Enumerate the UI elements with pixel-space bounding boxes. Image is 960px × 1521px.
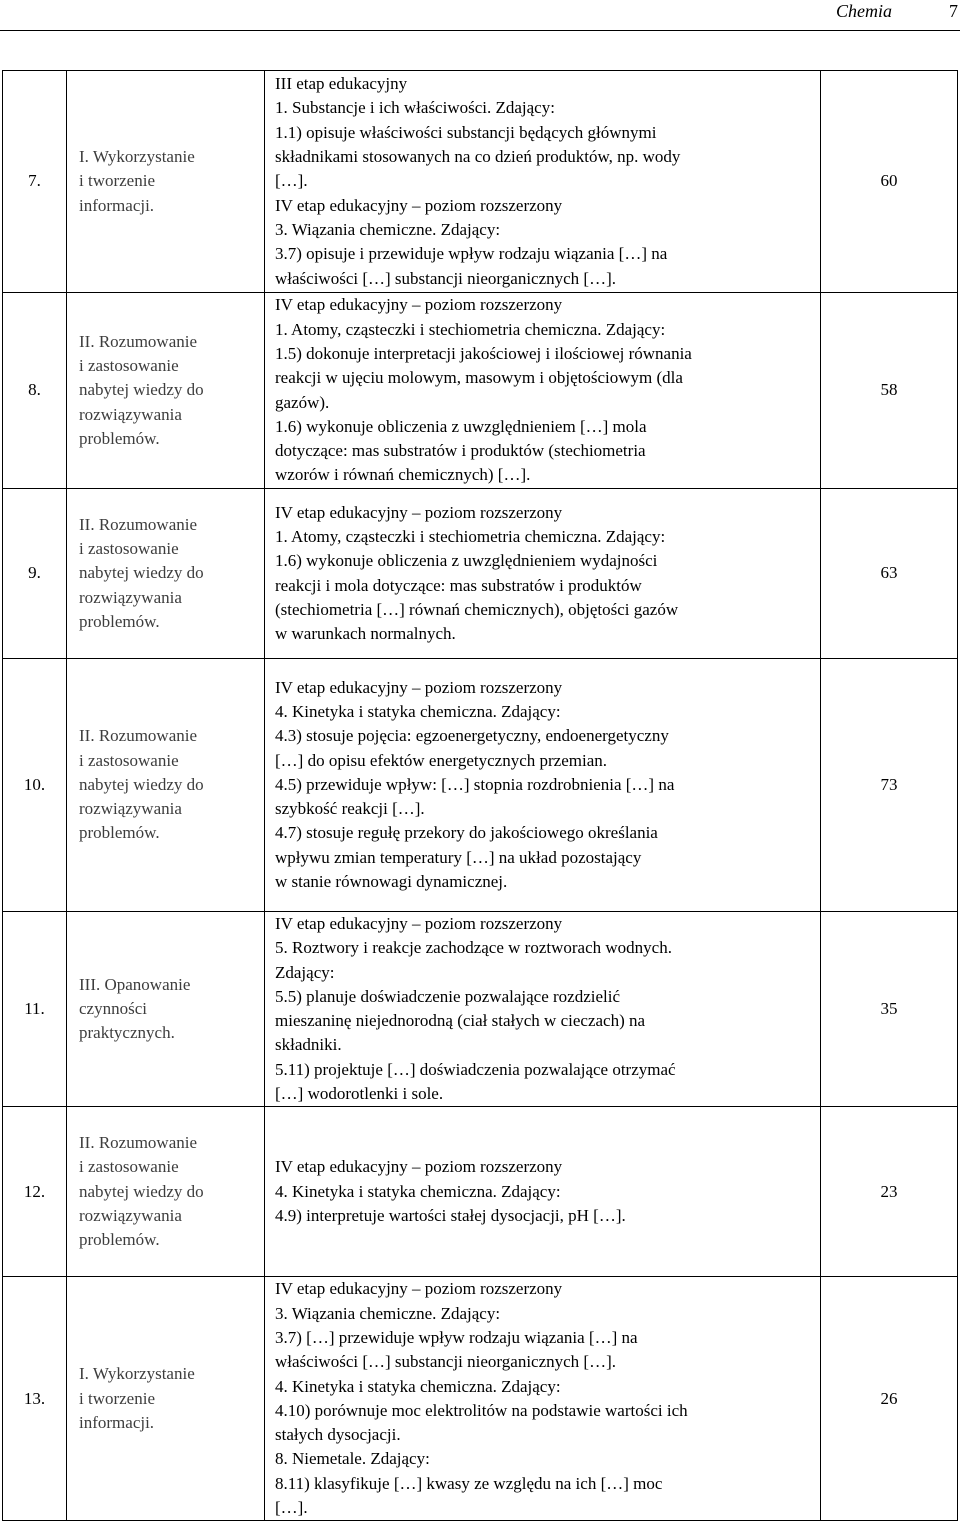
task-number: 9. <box>3 489 67 659</box>
area-line: I. Wykorzystanie <box>79 1364 195 1384</box>
solvability-percent: 63 <box>821 489 958 659</box>
running-header <box>0 0 960 28</box>
requirement-area <box>67 1107 265 1277</box>
detailed-requirements <box>265 71 821 293</box>
requirement-line: 3. Wiązania chemiczne. Zdający: <box>275 219 501 239</box>
solvability-percent: 58 <box>821 293 958 489</box>
requirement-line: gazów). <box>275 392 330 412</box>
detailed-requirements <box>265 1107 821 1277</box>
requirement-line: 4.9) interpretuje wartości stałej dysocjacji, pH […]. <box>275 1206 626 1226</box>
table-body <box>3 71 958 1521</box>
requirement-area <box>67 71 265 293</box>
requirement-line: reakcji i mola dotyczące: mas substratów i produktów <box>275 575 642 595</box>
area-line: nabytej wiedzy do <box>79 563 204 583</box>
requirement-line: Zdający: <box>275 962 335 982</box>
area-line: II. Rozumowanie <box>79 514 198 534</box>
area-line: problemów. <box>79 611 160 631</box>
area-line: praktycznych. <box>79 1023 175 1043</box>
requirement-line: IV etap edukacyjny – poziom rozszerzony <box>275 502 563 522</box>
requirement-line: 1. Atomy, cząsteczki i stechiometria chemiczna. Zdający: <box>275 319 666 339</box>
area-line: III. Opanowanie <box>79 974 191 994</box>
solvability-percent: 60 <box>821 71 958 293</box>
requirement-line: reakcji w ujęciu molowym, masowym i objętościowym (dla <box>275 368 683 388</box>
table-row <box>3 1277 958 1521</box>
requirement-line: III etap edukacyjny <box>275 74 408 94</box>
requirement-line: 1.6) wykonuje obliczenia z uwzględnieniem wydajności <box>275 551 658 571</box>
requirement-line: składnikami stosowanych na co dzień produktów, np. wody <box>275 147 681 167</box>
requirement-line: stałych dysocjacji. <box>275 1425 401 1445</box>
requirement-line: 5.5) planuje doświadczenie pozwalające rozdzielić <box>275 986 621 1006</box>
requirement-line: IV etap edukacyjny – poziom rozszerzony <box>275 295 563 315</box>
requirement-line: 4.10) porównuje moc elektrolitów na podstawie wartości ich <box>275 1400 688 1420</box>
area-line: i zastosowanie <box>79 1157 179 1177</box>
table-row <box>3 71 958 293</box>
area-line: rozwiązywania <box>79 1206 182 1226</box>
requirement-line: właściwości […] substancji nieorganicznych […]. <box>275 1352 617 1372</box>
area-line: problemów. <box>79 823 160 843</box>
task-number: 10. <box>3 659 67 912</box>
detailed-requirements <box>265 659 821 912</box>
requirement-line: 4. Kinetyka i statyka chemiczna. Zdający: <box>275 701 561 721</box>
requirement-line: IV etap edukacyjny – poziom rozszerzony <box>275 1279 563 1299</box>
requirement-line: 3. Wiązania chemiczne. Zdający: <box>275 1303 501 1323</box>
requirement-area <box>67 912 265 1107</box>
requirement-line: IV etap edukacyjny – poziom rozszerzony <box>275 914 563 933</box>
area-line: i zastosowanie <box>79 750 179 770</box>
area-line: problemów. <box>79 1230 160 1250</box>
detailed-requirements <box>265 293 821 489</box>
solvability-percent: 35 <box>821 912 958 1107</box>
detailed-requirements <box>265 489 821 659</box>
area-line: rozwiązywania <box>79 587 182 607</box>
requirement-line: właściwości […] substancji nieorganicznych […]. <box>275 268 617 288</box>
requirement-line: składniki. <box>275 1035 342 1055</box>
table-row <box>3 912 958 1107</box>
requirement-line: wpływu zmian temperatury […] na układ pozostający <box>275 847 642 867</box>
requirement-line: w warunkach normalnych. <box>275 624 456 644</box>
requirement-line: 1.5) dokonuje interpretacji jakościowej i ilościowej równania <box>275 343 692 363</box>
table-row <box>3 489 958 659</box>
requirement-line: […]. <box>275 171 308 191</box>
area-line: rozwiązywania <box>79 404 182 424</box>
requirement-area <box>67 489 265 659</box>
task-number: 8. <box>3 293 67 489</box>
area-line: I. Wykorzystanie <box>79 147 195 167</box>
requirement-line: […] wodorotlenki i sole. <box>275 1084 444 1104</box>
area-line: czynności <box>79 999 147 1019</box>
requirement-line: (stechiometria […] równań chemicznych), objętości gazów <box>275 599 679 619</box>
task-number: 13. <box>3 1277 67 1521</box>
requirement-line: […] do opisu efektów energetycznych przemian. <box>275 750 608 770</box>
page-number: 7 <box>949 1 958 21</box>
requirement-line: 5.11) projektuje […] doświadczenia pozwalające otrzymać <box>275 1059 676 1079</box>
task-number: 12. <box>3 1107 67 1277</box>
area-line: informacji. <box>79 1413 155 1432</box>
solvability-percent: 26 <box>821 1277 958 1521</box>
requirement-line: wzorów i równań chemicznych) […]. <box>275 465 531 485</box>
requirement-line: mieszaninę niejednorodną (ciał stałych w cieczach) na <box>275 1011 646 1031</box>
area-line: nabytej wiedzy do <box>79 380 204 400</box>
requirement-line: 1.1) opisuje właściwości substancji będących głównymi <box>275 122 657 142</box>
header-rule <box>0 30 960 31</box>
area-line: rozwiązywania <box>79 799 182 819</box>
requirement-line: 8.11) klasyfikuje […] kwasy ze względu na ich […] moc <box>275 1473 663 1493</box>
requirement-area <box>67 293 265 489</box>
requirement-area <box>67 659 265 912</box>
requirement-line: 4.7) stosuje regułę przekory do jakościowego określania <box>275 823 658 843</box>
area-line: i tworzenie <box>79 1388 155 1408</box>
requirements-table <box>2 70 958 1521</box>
requirement-line: IV etap edukacyjny – poziom rozszerzony <box>275 1157 563 1177</box>
detailed-requirements <box>265 1277 821 1521</box>
area-line: nabytej wiedzy do <box>79 1181 204 1201</box>
area-line: II. Rozumowanie <box>79 726 198 746</box>
area-line: i tworzenie <box>79 171 155 191</box>
requirement-line: 3.7) […] przewiduje wpływ rodzaju wiązania […] na <box>275 1327 638 1347</box>
requirement-area <box>67 1277 265 1521</box>
requirement-line: 8. Niemetale. Zdający: <box>275 1449 430 1469</box>
requirement-line: 1.6) wykonuje obliczenia z uwzględnieniem […] mola <box>275 416 647 436</box>
header-subject: Chemia <box>836 1 892 21</box>
requirement-line: 1. Atomy, cząsteczki i stechiometria chemiczna. Zdający: <box>275 526 666 546</box>
requirement-line: 4.3) stosuje pojęcia: egzoenergetyczny, endoenergetyczny <box>275 726 669 746</box>
solvability-percent: 23 <box>821 1107 958 1277</box>
requirement-line: […]. <box>275 1498 308 1518</box>
table-row <box>3 293 958 489</box>
requirement-line: 5. Roztwory i reakcje zachodzące w roztworach wodnych. <box>275 938 672 958</box>
requirement-line: w stanie równowagi dynamicznej. <box>275 872 508 892</box>
requirement-line: 3.7) opisuje i przewiduje wpływ rodzaju wiązania […] na <box>275 244 668 264</box>
area-line: II. Rozumowanie <box>79 331 198 351</box>
table-row <box>3 1107 958 1277</box>
requirement-line: IV etap edukacyjny – poziom rozszerzony <box>275 195 563 215</box>
area-line: informacji. <box>79 195 155 215</box>
area-line: II. Rozumowanie <box>79 1133 198 1153</box>
table-row <box>3 659 958 912</box>
requirement-line: szybkość reakcji […]. <box>275 799 425 819</box>
requirement-line: 4.5) przewiduje wpływ: […] stopnia rozdrobnienia […] na <box>275 774 675 794</box>
requirement-line: IV etap edukacyjny – poziom rozszerzony <box>275 677 563 697</box>
solvability-percent: 73 <box>821 659 958 912</box>
area-line: i zastosowanie <box>79 539 179 559</box>
requirement-line: 1. Substancje i ich właściwości. Zdający: <box>275 98 555 118</box>
area-line: problemów. <box>79 428 160 448</box>
detailed-requirements <box>265 912 821 1107</box>
requirement-line: 4. Kinetyka i statyka chemiczna. Zdający: <box>275 1376 561 1396</box>
task-number: 7. <box>3 71 67 293</box>
requirement-line: 4. Kinetyka i statyka chemiczna. Zdający: <box>275 1181 561 1201</box>
area-line: i zastosowanie <box>79 356 179 376</box>
task-number: 11. <box>3 912 67 1107</box>
area-line: nabytej wiedzy do <box>79 774 204 794</box>
requirement-line: dotyczące: mas substratów i produktów (stechiometria <box>275 441 646 461</box>
